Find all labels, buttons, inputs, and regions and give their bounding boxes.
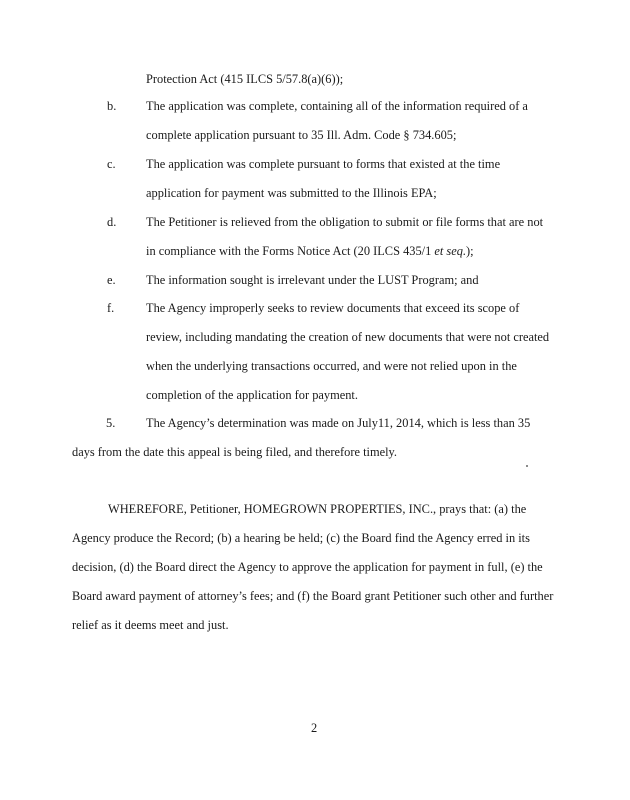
item-5-line-1: The Agency’s determination was made on July11, 2014, which is less than 35 [146,416,531,430]
wherefore-line-4: Board award payment of attorney’s fees; and (f) the Board grant Petitioner such other and further [72,589,554,603]
item-d-line-2 [146,245,474,257]
wherefore-line-2: Agency produce the Record; (b) a hearing be held; (c) the Board find the Agency erred in its [72,531,530,545]
item-e-marker: e. [107,273,116,287]
stray-mark [526,465,528,467]
wherefore-line-5: relief as it deems meet and just. [72,618,229,632]
item-e-line-1: The information sought is irrelevant under the LUST Program; and [146,273,479,287]
item-f-line-1: The Agency improperly seeks to review documents that exceed its scope of [146,301,520,315]
item-f-line-3: when the underlying transactions occurred, and were not relied upon in the [146,359,517,373]
item-d-line-1: The Petitioner is relieved from the obligation to submit or file forms that are not [146,215,544,229]
item-c-marker: c. [107,157,116,171]
item-b-marker: b. [107,99,117,113]
page-number: 2 [311,721,318,735]
item-c-line-1: The application was complete pursuant to forms that existed at the time [146,157,501,171]
item-c-line-2: application for payment was submitted to the Illinois EPA; [146,186,437,200]
item-f-line-4: completion of the application for payment. [146,388,358,402]
item-f-line-2: review, including mandating the creation of new documents that were not created [146,330,550,344]
wherefore-line-1: WHEREFORE, Petitioner, HOMEGROWN PROPERTIES, INC., prays that: (a) the [108,502,527,516]
item-5-line-2: days from the date this appeal is being filed, and therefore timely. [72,445,398,459]
item-f-marker: f. [107,301,115,315]
item-b-line-1: The application was complete, containing all of the information required of a [146,99,528,113]
item-d-marker: d. [107,215,117,229]
item-d-citation-italic: et seq. [434,244,467,258]
wherefore-line-3: decision, (d) the Board direct the Agency to approve the application for payment in full, (e) the [72,560,543,574]
continuation-line: Protection Act (415 ILCS 5/57.8(a)(6)); [146,72,344,86]
item-d-line-2-prefix: in compliance with the Forms Notice Act (20 ILCS 435/1 [146,244,435,258]
item-5-marker: 5. [106,416,116,430]
item-b-line-2: complete application pursuant to 35 Ill. Adm. Code § 734.605; [146,128,457,142]
item-d-line-2-suffix: ); [466,244,474,258]
